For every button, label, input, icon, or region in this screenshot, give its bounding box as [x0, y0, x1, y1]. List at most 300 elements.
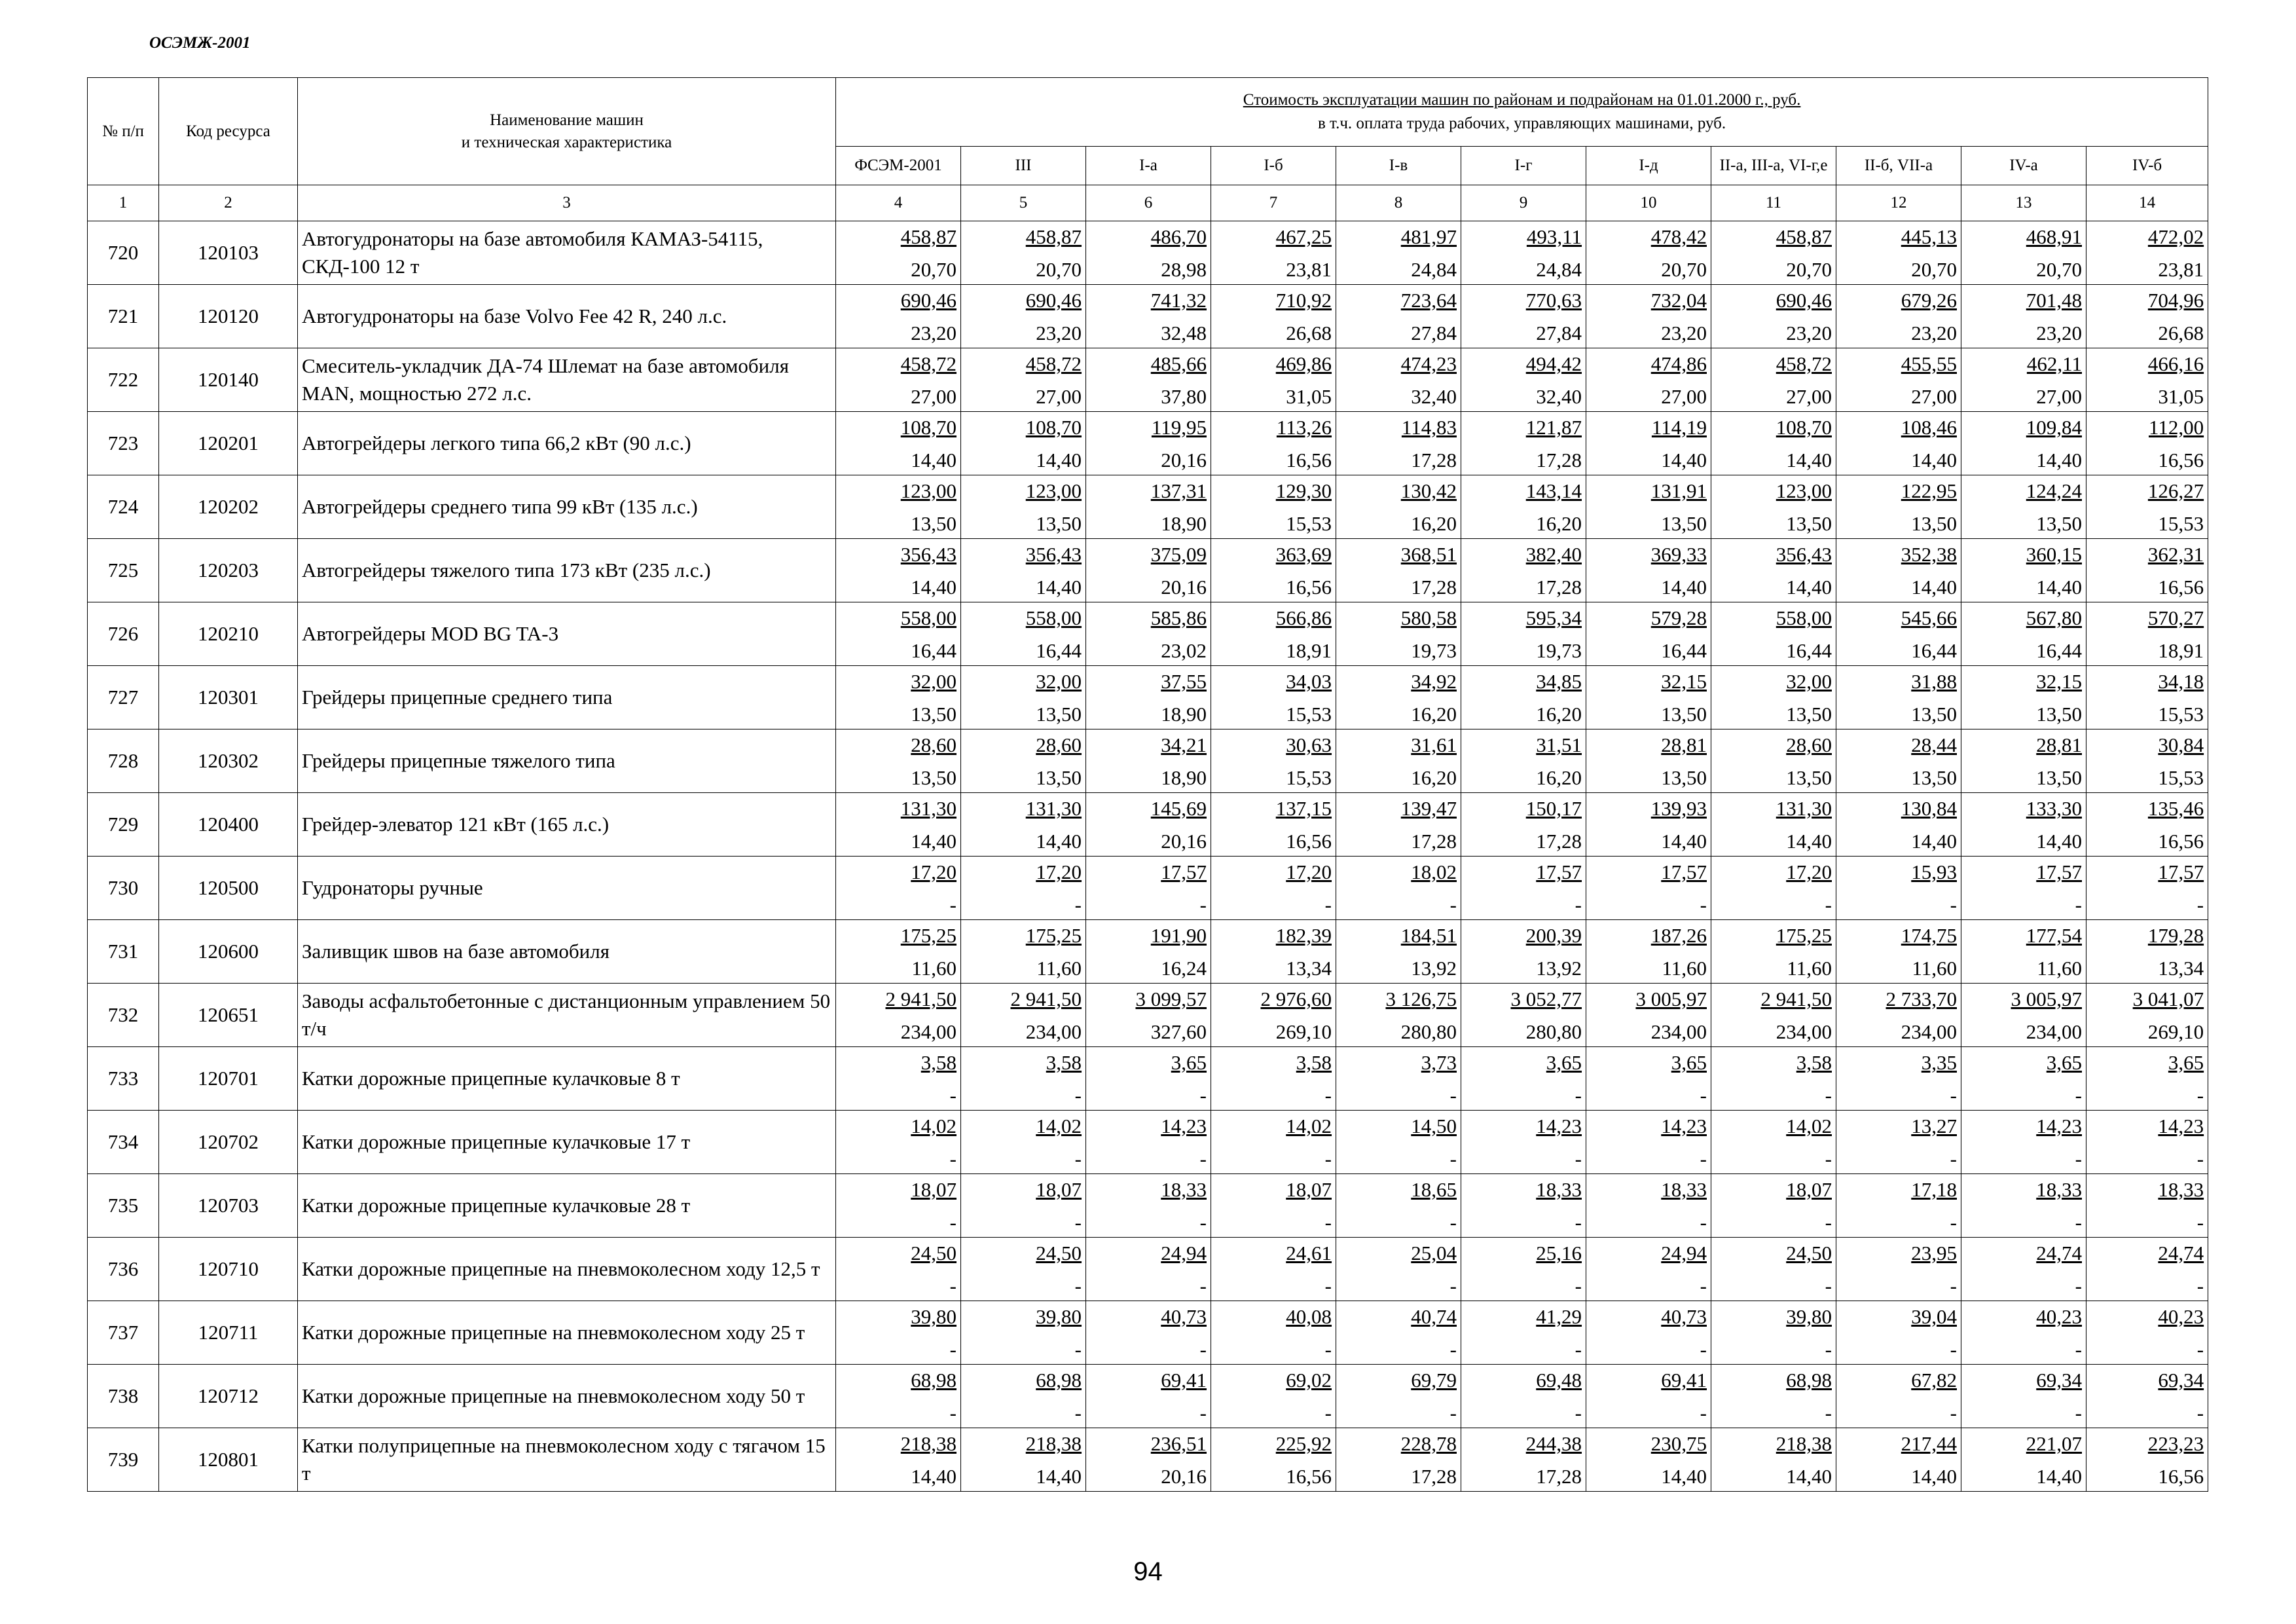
cost-cell: [2086, 729, 2208, 793]
operating-cost: 18,07: [1036, 1178, 1082, 1201]
labor-cost: -: [949, 1147, 957, 1170]
operating-cost: 2 733,70: [1886, 987, 1957, 1010]
cost-cell: [1211, 285, 1336, 348]
labor-cost: -: [1825, 1147, 1832, 1170]
labor-cost: -: [1199, 1338, 1207, 1361]
cost-cell: [1086, 1047, 1211, 1111]
operating-cost: 25,16: [1536, 1242, 1582, 1264]
cost-cell: [836, 1365, 961, 1428]
operating-cost: 177,54: [2026, 924, 2082, 947]
labor-cost: 16,20: [1411, 766, 1457, 789]
operating-cost: 123,00: [1776, 479, 1832, 502]
operating-cost: 40,23: [2158, 1305, 2204, 1328]
cost-cell: [1086, 285, 1211, 348]
labor-cost: 32,40: [1536, 385, 1582, 408]
labor-cost: 14,40: [1786, 830, 1832, 853]
labor-cost: -: [1449, 1274, 1457, 1297]
header-name-line1: Наименование машин: [490, 111, 644, 129]
labor-cost: 23,81: [2158, 258, 2204, 281]
machine-name: Автогрейдеры среднего типа 99 кВт (135 л.с.): [298, 475, 836, 539]
cost-cell: [1711, 1365, 1836, 1428]
operating-cost: 139,47: [1400, 797, 1457, 820]
labor-cost: -: [2196, 1338, 2204, 1361]
cost-cell: [836, 412, 961, 475]
machine-name: Катки дорожные прицепные кулачковые 28 т: [298, 1174, 836, 1238]
labor-cost: 13,50: [1911, 766, 1957, 789]
labor-cost: 14,40: [2036, 576, 2082, 599]
operating-cost: 18,07: [1786, 1178, 1832, 1201]
labor-cost: -: [2075, 1084, 2082, 1107]
operating-cost: 69,34: [2036, 1369, 2082, 1392]
cost-cell: [1461, 729, 1586, 793]
cost-cell: [1211, 348, 1336, 412]
machine-name: Грейдеры прицепные тяжелого типа: [298, 729, 836, 793]
operating-cost: 225,92: [1275, 1432, 1332, 1455]
cost-cell: [1961, 666, 2086, 729]
labor-cost: 14,40: [2036, 830, 2082, 853]
labor-cost: -: [1324, 1274, 1332, 1297]
operating-cost: 356,43: [1025, 543, 1082, 566]
labor-cost: -: [1199, 1211, 1207, 1234]
cost-cell: [1336, 1365, 1461, 1428]
cost-cell: [1336, 285, 1461, 348]
labor-cost: -: [1199, 1401, 1207, 1424]
machine-name: Автогудронаторы на базе Volvo Fee 42 R, 240 л.с.: [298, 285, 836, 348]
labor-cost: 14,40: [1036, 449, 1082, 471]
labor-cost: 16,56: [1286, 449, 1332, 471]
labor-cost: 31,05: [2158, 385, 2204, 408]
cost-cell: [2086, 920, 2208, 984]
operating-cost: 3,65: [2046, 1051, 2082, 1074]
cost-cell: [1086, 602, 1211, 666]
operating-cost: 14,02: [1286, 1115, 1332, 1137]
cost-cell: [1586, 1428, 1711, 1492]
operating-cost: 28,60: [911, 733, 957, 756]
cost-cell: [1836, 475, 1961, 539]
row-number: 721: [88, 285, 159, 348]
operating-cost: 34,18: [2158, 670, 2204, 693]
cost-cell: [2086, 666, 2208, 729]
cost-cell: [1711, 348, 1836, 412]
cost-cell: [1211, 666, 1336, 729]
cost-cell: [1586, 348, 1711, 412]
region-header: II-а, III-а, VI-г,е: [1711, 147, 1836, 185]
cost-cell: [2086, 412, 2208, 475]
labor-cost: 14,40: [1036, 1465, 1082, 1488]
operating-cost: 41,29: [1536, 1305, 1582, 1328]
operating-cost: 3,35: [1921, 1051, 1957, 1074]
labor-cost: 234,00: [900, 1020, 957, 1043]
labor-cost: 23,81: [1286, 258, 1332, 281]
cost-cell: [1961, 412, 2086, 475]
cost-cell: [1711, 857, 1836, 920]
operating-cost: 18,33: [1661, 1178, 1707, 1201]
operating-cost: 13,27: [1911, 1115, 1957, 1137]
labor-cost: -: [1074, 1401, 1082, 1424]
labor-cost: 234,00: [1901, 1020, 1957, 1043]
machine-name: Заводы асфальтобетонные с дистанционным управлением 50 т/ч: [298, 984, 836, 1047]
labor-cost: 23,20: [2036, 322, 2082, 344]
operating-cost: 24,50: [1786, 1242, 1832, 1264]
operating-cost: 356,43: [900, 543, 957, 566]
operating-cost: 217,44: [1901, 1432, 1957, 1455]
labor-cost: 24,84: [1411, 258, 1457, 281]
resource-code: 120710: [159, 1238, 298, 1301]
cost-cell: [1336, 412, 1461, 475]
region-header: IV-б: [2086, 147, 2208, 185]
labor-cost: 14,40: [1036, 830, 1082, 853]
labor-cost: 14,40: [1911, 576, 1957, 599]
labor-cost: 16,44: [911, 639, 957, 662]
labor-cost: -: [1950, 1274, 1957, 1297]
cost-cell: [836, 285, 961, 348]
labor-cost: 16,24: [1161, 957, 1207, 980]
operating-cost: 32,15: [2036, 670, 2082, 693]
resource-code: 120703: [159, 1174, 298, 1238]
labor-cost: 16,20: [1536, 703, 1582, 726]
operating-cost: 34,21: [1161, 733, 1207, 756]
operating-cost: 108,46: [1901, 416, 1957, 439]
cost-cell: [1461, 539, 1586, 602]
operating-cost: 119,95: [1151, 416, 1207, 439]
cost-cell: [1711, 1301, 1836, 1365]
table-row: [88, 729, 2208, 793]
labor-cost: 17,28: [1411, 576, 1457, 599]
cost-cell: [836, 1047, 961, 1111]
operating-cost: 121,87: [1525, 416, 1582, 439]
operating-cost: 362,31: [2147, 543, 2204, 566]
labor-cost: 16,56: [2158, 449, 2204, 471]
cost-cell: [1086, 666, 1211, 729]
operating-cost: 17,57: [1536, 860, 1582, 883]
region-header: III: [961, 147, 1086, 185]
cost-title: Стоимость эксплуатации машин по районам и подрайонам на 01.01.2000 г., руб.: [1243, 91, 1801, 109]
machine-name: Смеситель-укладчик ДА-74 Шлемат на базе автомобиля MAN, мощностью 272 л.с.: [298, 348, 836, 412]
labor-cost: 14,40: [1911, 1465, 1957, 1488]
region-header: ФСЭМ-2001: [836, 147, 961, 185]
column-number: 2: [159, 185, 298, 221]
labor-cost: -: [949, 1084, 957, 1107]
cost-cell: [1586, 1047, 1711, 1111]
labor-cost: 31,05: [1286, 385, 1332, 408]
labor-cost: -: [949, 1338, 957, 1361]
operating-cost: 25,04: [1411, 1242, 1457, 1264]
operating-cost: 18,65: [1411, 1178, 1457, 1201]
cost-cell: [1586, 475, 1711, 539]
operating-cost: 458,87: [900, 225, 957, 248]
labor-cost: 17,28: [1536, 830, 1582, 853]
operating-cost: 14,02: [911, 1115, 957, 1137]
document-title: ОСЭМЖ-2001: [149, 34, 251, 52]
cost-cell: [1211, 857, 1336, 920]
operating-cost: 39,04: [1911, 1305, 1957, 1328]
cost-cell: [961, 348, 1086, 412]
operating-cost: 690,46: [900, 289, 957, 312]
cost-cell: [1086, 1174, 1211, 1238]
column-number: 14: [2086, 185, 2208, 221]
labor-cost: -: [949, 1401, 957, 1424]
cost-cell: [2086, 285, 2208, 348]
operating-cost: 108,70: [900, 416, 957, 439]
cost-cell: [961, 984, 1086, 1047]
operating-cost: 139,93: [1650, 797, 1707, 820]
cost-cell: [1336, 1428, 1461, 1492]
operating-cost: 32,00: [1786, 670, 1832, 693]
cost-cell: [1961, 1238, 2086, 1301]
cost-cell: [836, 920, 961, 984]
labor-cost: 269,10: [2147, 1020, 2204, 1043]
row-number: 729: [88, 793, 159, 857]
operating-cost: 122,95: [1901, 479, 1957, 502]
operating-cost: 145,69: [1150, 797, 1207, 820]
cost-cell: [1586, 1238, 1711, 1301]
cost-cell: [836, 539, 961, 602]
cost-cell: [1336, 666, 1461, 729]
operating-cost: 37,55: [1161, 670, 1207, 693]
labor-cost: -: [1324, 1211, 1332, 1234]
labor-cost: 20,70: [911, 258, 957, 281]
resource-code: 120712: [159, 1365, 298, 1428]
row-number: 737: [88, 1301, 159, 1365]
labor-cost: 14,40: [1786, 1465, 1832, 1488]
labor-cost: 20,16: [1161, 1465, 1207, 1488]
cost-cell: [1086, 1428, 1211, 1492]
operating-cost: 18,07: [911, 1178, 957, 1201]
operating-cost: 69,34: [2158, 1369, 2204, 1392]
labor-cost: 14,40: [1661, 576, 1707, 599]
operating-cost: 3,65: [2168, 1051, 2204, 1074]
cost-cell: [1336, 1174, 1461, 1238]
resource-code: 120140: [159, 348, 298, 412]
labor-cost: -: [1700, 1274, 1707, 1297]
cost-cell: [961, 221, 1086, 285]
operating-cost: 32,15: [1661, 670, 1707, 693]
operating-cost: 445,13: [1901, 225, 1957, 248]
operating-cost: 108,70: [1776, 416, 1832, 439]
labor-cost: -: [2196, 1274, 2204, 1297]
operating-cost: 704,96: [2147, 289, 2204, 312]
cost-table: [87, 77, 2208, 1492]
labor-cost: -: [2196, 1084, 2204, 1107]
cost-cell: [961, 1047, 1086, 1111]
labor-cost: -: [1825, 1084, 1832, 1107]
labor-cost: 14,40: [911, 1465, 957, 1488]
cost-cell: [836, 666, 961, 729]
operating-cost: 360,15: [2026, 543, 2082, 566]
operating-cost: 14,23: [2036, 1115, 2082, 1137]
table-row: [88, 857, 2208, 920]
header-code: Код ресурса: [159, 78, 298, 185]
labor-cost: -: [1575, 893, 1582, 916]
cost-cell: [836, 984, 961, 1047]
labor-cost: 37,80: [1161, 385, 1207, 408]
operating-cost: 130,42: [1400, 479, 1457, 502]
cost-cell: [1086, 1365, 1211, 1428]
labor-cost: -: [1449, 1338, 1457, 1361]
machine-name: Автогрейдеры легкого типа 66,2 кВт (90 л.с.): [298, 412, 836, 475]
row-number: 725: [88, 539, 159, 602]
cost-cell: [1336, 348, 1461, 412]
operating-cost: 133,30: [2026, 797, 2082, 820]
table-row: [88, 920, 2208, 984]
cost-cell: [1461, 1428, 1586, 1492]
labor-cost: -: [1575, 1147, 1582, 1170]
operating-cost: 558,00: [1776, 606, 1832, 629]
cost-cell: [1336, 1301, 1461, 1365]
operating-cost: 191,90: [1150, 924, 1207, 947]
operating-cost: 17,57: [1161, 860, 1207, 883]
resource-code: 120600: [159, 920, 298, 984]
labor-cost: 11,60: [2037, 957, 2082, 980]
operating-cost: 455,55: [1901, 352, 1957, 375]
cost-cell: [1961, 1111, 2086, 1174]
operating-cost: 3 005,97: [2011, 987, 2082, 1010]
labor-cost: 16,44: [1786, 639, 1832, 662]
operating-cost: 458,87: [1776, 225, 1832, 248]
operating-cost: 2 976,60: [1260, 987, 1332, 1010]
cost-cell: [1461, 1111, 1586, 1174]
labor-cost: -: [1199, 893, 1207, 916]
table-row: [88, 1365, 2208, 1428]
operating-cost: 14,50: [1411, 1115, 1457, 1137]
row-number: 727: [88, 666, 159, 729]
operating-cost: 701,48: [2026, 289, 2082, 312]
labor-cost: -: [1700, 1084, 1707, 1107]
cost-cell: [1086, 475, 1211, 539]
cost-cell: [1836, 285, 1961, 348]
region-header: I-в: [1336, 147, 1461, 185]
cost-cell: [2086, 539, 2208, 602]
cost-cell: [1836, 1365, 1961, 1428]
labor-cost: 27,84: [1411, 322, 1457, 344]
operating-cost: 570,27: [2147, 606, 2204, 629]
cost-cell: [1461, 602, 1586, 666]
cost-cell: [1336, 1047, 1461, 1111]
labor-cost: 18,90: [1161, 512, 1207, 535]
operating-cost: 31,51: [1536, 733, 1582, 756]
labor-cost: 13,50: [1036, 703, 1082, 726]
labor-cost: 234,00: [1776, 1020, 1832, 1043]
cost-cell: [1211, 729, 1336, 793]
resource-code: 120201: [159, 412, 298, 475]
column-number: 12: [1836, 185, 1961, 221]
operating-cost: 579,28: [1650, 606, 1707, 629]
labor-cost: 13,92: [1536, 957, 1582, 980]
labor-cost: 16,56: [2158, 576, 2204, 599]
labor-cost: 18,90: [1161, 703, 1207, 726]
operating-cost: 218,38: [900, 1432, 957, 1455]
operating-cost: 109,84: [2026, 416, 2082, 439]
cost-cell: [1086, 539, 1211, 602]
cost-cell: [1836, 920, 1961, 984]
cost-cell: [1211, 539, 1336, 602]
labor-cost: -: [1575, 1401, 1582, 1424]
cost-cell: [1961, 1428, 2086, 1492]
cost-cell: [1211, 1238, 1336, 1301]
operating-cost: 3 052,77: [1510, 987, 1582, 1010]
cost-cell: [2086, 1111, 2208, 1174]
operating-cost: 32,00: [1036, 670, 1082, 693]
operating-cost: 230,75: [1650, 1432, 1707, 1455]
header-num: № п/п: [88, 78, 159, 185]
labor-cost: 27,00: [1911, 385, 1957, 408]
cost-cell: [2086, 602, 2208, 666]
labor-cost: -: [2075, 1274, 2082, 1297]
operating-cost: 228,78: [1400, 1432, 1457, 1455]
page-number: 94: [1133, 1557, 1163, 1586]
operating-cost: 18,02: [1411, 860, 1457, 883]
labor-cost: -: [1950, 893, 1957, 916]
cost-cell: [1461, 1238, 1586, 1301]
labor-cost: 16,56: [1286, 830, 1332, 853]
cost-cell: [1836, 539, 1961, 602]
operating-cost: 175,25: [1025, 924, 1082, 947]
operating-cost: 221,07: [2026, 1432, 2082, 1455]
cost-cell: [1461, 666, 1586, 729]
labor-cost: -: [1449, 1084, 1457, 1107]
labor-cost: 17,28: [1536, 449, 1582, 471]
labor-cost: -: [2075, 1338, 2082, 1361]
cost-cell: [1336, 1238, 1461, 1301]
operating-cost: 18,33: [1161, 1178, 1207, 1201]
labor-cost: 18,91: [2158, 639, 2204, 662]
cost-cell: [961, 666, 1086, 729]
cost-cell: [1211, 1365, 1336, 1428]
labor-cost: -: [2075, 893, 2082, 916]
operating-cost: 143,14: [1525, 479, 1582, 502]
cost-cell: [2086, 984, 2208, 1047]
operating-cost: 468,91: [2026, 225, 2082, 248]
cost-cell: [961, 857, 1086, 920]
table-row: [88, 1301, 2208, 1365]
cost-cell: [1586, 412, 1711, 475]
labor-cost: 18,91: [1286, 639, 1332, 662]
operating-cost: 679,26: [1901, 289, 1957, 312]
operating-cost: 3,65: [1171, 1051, 1207, 1074]
cost-cell: [1836, 348, 1961, 412]
column-number: 6: [1086, 185, 1211, 221]
operating-cost: 17,57: [1661, 860, 1707, 883]
operating-cost: 545,66: [1901, 606, 1957, 629]
cost-cell: [1586, 1301, 1711, 1365]
cost-cell: [836, 1301, 961, 1365]
labor-cost: 13,50: [2036, 512, 2082, 535]
labor-cost: -: [949, 1211, 957, 1234]
labor-cost: 13,50: [2036, 703, 2082, 726]
labor-cost: -: [1449, 893, 1457, 916]
cost-cell: [1836, 984, 1961, 1047]
operating-cost: 24,94: [1661, 1242, 1707, 1264]
labor-cost: -: [2075, 1401, 2082, 1424]
cost-cell: [836, 348, 961, 412]
operating-cost: 17,57: [2036, 860, 2082, 883]
column-number: 13: [1961, 185, 2086, 221]
operating-cost: 39,80: [1036, 1305, 1082, 1328]
labor-cost: 28,98: [1161, 258, 1207, 281]
operating-cost: 39,80: [1786, 1305, 1832, 1328]
table-row: [88, 221, 2208, 285]
labor-cost: -: [949, 1274, 957, 1297]
labor-cost: 280,80: [1525, 1020, 1582, 1043]
labor-cost: 20,70: [1786, 258, 1832, 281]
labor-cost: -: [2075, 1211, 2082, 1234]
operating-cost: 741,32: [1150, 289, 1207, 312]
labor-cost: -: [1074, 1274, 1082, 1297]
cost-cell: [1461, 221, 1586, 285]
operating-cost: 17,57: [2158, 860, 2204, 883]
column-number: 1: [88, 185, 159, 221]
cost-cell: [1586, 285, 1711, 348]
